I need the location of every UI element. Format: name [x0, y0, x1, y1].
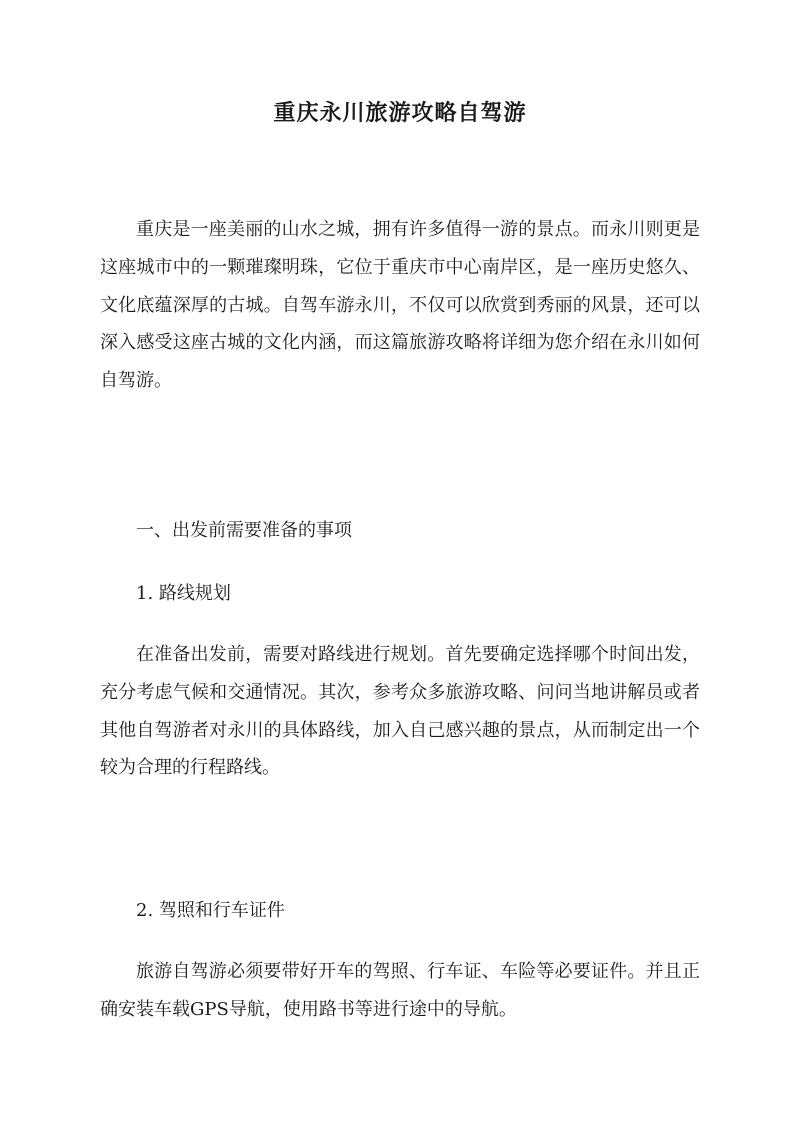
item-body-license: 旅游自驾游必须要带好开车的驾照、行车证、车险等必要证件。并且正确安装车载GPS导航，使用路书等进行途中的导航。 [100, 961, 700, 1020]
item-heading-route: 1. 路线规划 [136, 583, 231, 604]
section-heading: 一、出发前需要准备的事项 [136, 520, 352, 541]
item-body-route: 在准备出发前，需要对路线进行规划。首先要确定选择哪个时间出发，充分考虑气候和交通情况。其次，参考众多旅游攻略、问问当地讲解员或者其他自驾游者对永川的具体路线，加入自己感兴趣的景点，从而制定出一个较为合理的行程路线。 [100, 644, 700, 779]
intro-paragraph: 重庆是一座美丽的山水之城，拥有许多值得一游的景点。而永川则更是这座城市中的一颗璀璨明珠，它位于重庆市中心南岸区，是一座历史悠久、文化底蕴深厚的古城。自驾车游永川，不仅可以欣赏到秀丽的风景，还可以深入感受这座古城的文化内涵，而这篇旅游攻略将详细为您介绍在永川如何自驾游。 [100, 219, 700, 392]
document-title: 重庆永川旅游攻略自驾游 [273, 100, 527, 126]
item-heading-license: 2. 驾照和行车证件 [136, 900, 285, 921]
